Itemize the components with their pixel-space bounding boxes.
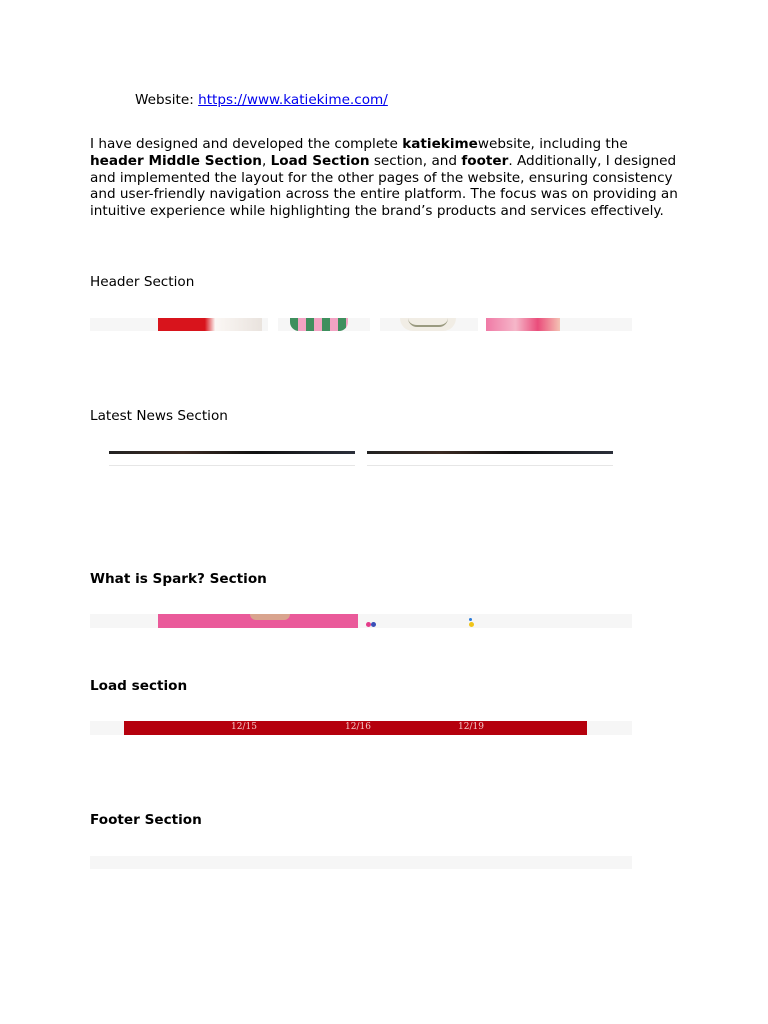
- load-date-3: 12/19: [458, 722, 484, 732]
- spark-section-heading: What is Spark? Section: [90, 571, 267, 587]
- swatch-dot-blue: [469, 618, 472, 621]
- thumb-gap: [268, 318, 278, 331]
- load-section-screenshot: [90, 721, 632, 735]
- news-card-2: [367, 451, 613, 466]
- product-thumb-pink: [486, 318, 560, 331]
- header-section-screenshot: [90, 318, 632, 331]
- news-card-image: [109, 451, 355, 454]
- website-link[interactable]: https://www.katiekime.com/: [198, 92, 388, 108]
- intro-paragraph: [90, 136, 680, 220]
- load-date-1: 12/15: [231, 722, 257, 732]
- thumb-gap: [370, 318, 380, 331]
- swatch-dot-blue: [371, 622, 376, 627]
- intro-text-1: I have designed and developed the complete: [90, 136, 403, 152]
- intro-footer: footer: [461, 152, 509, 169]
- intro-load-section: Load Section: [270, 152, 370, 169]
- intro-text-5: . Additionally, I designed and implemented the layout for the other pages of the website, ensuring consistency and user-friendly navigation across the entire platform. The focus was on providing an intuitive experience while highlighting the brand’s products and services effectively.: [90, 152, 678, 220]
- news-section-heading: Latest News Section: [90, 408, 228, 424]
- intro-text-2: website, including the: [477, 136, 628, 152]
- product-thumb-stripes: [290, 318, 348, 331]
- intro-text-4: section, and: [369, 152, 462, 169]
- header-section-heading: Header Section: [90, 274, 195, 290]
- swatch-dot-yellow: [469, 622, 474, 627]
- spark-section-screenshot: [90, 614, 632, 628]
- intro-brand: katiekime: [402, 136, 478, 152]
- news-card-image: [367, 451, 613, 454]
- footer-section-screenshot: [90, 856, 632, 869]
- product-thumb-detail: [408, 318, 448, 327]
- website-line: [135, 92, 388, 108]
- footer-section-heading: Footer Section: [90, 812, 202, 828]
- website-label: Website:: [135, 92, 199, 108]
- intro-text-3: ,: [261, 152, 271, 169]
- load-date-2: 12/16: [345, 722, 371, 732]
- product-thumb-red: [158, 318, 262, 331]
- load-section-heading: Load section: [90, 678, 188, 694]
- news-card-1: [109, 451, 355, 466]
- spark-hero-detail: [250, 614, 290, 620]
- intro-header-middle: header Middle Section: [90, 152, 262, 169]
- thumb-gap: [478, 318, 486, 331]
